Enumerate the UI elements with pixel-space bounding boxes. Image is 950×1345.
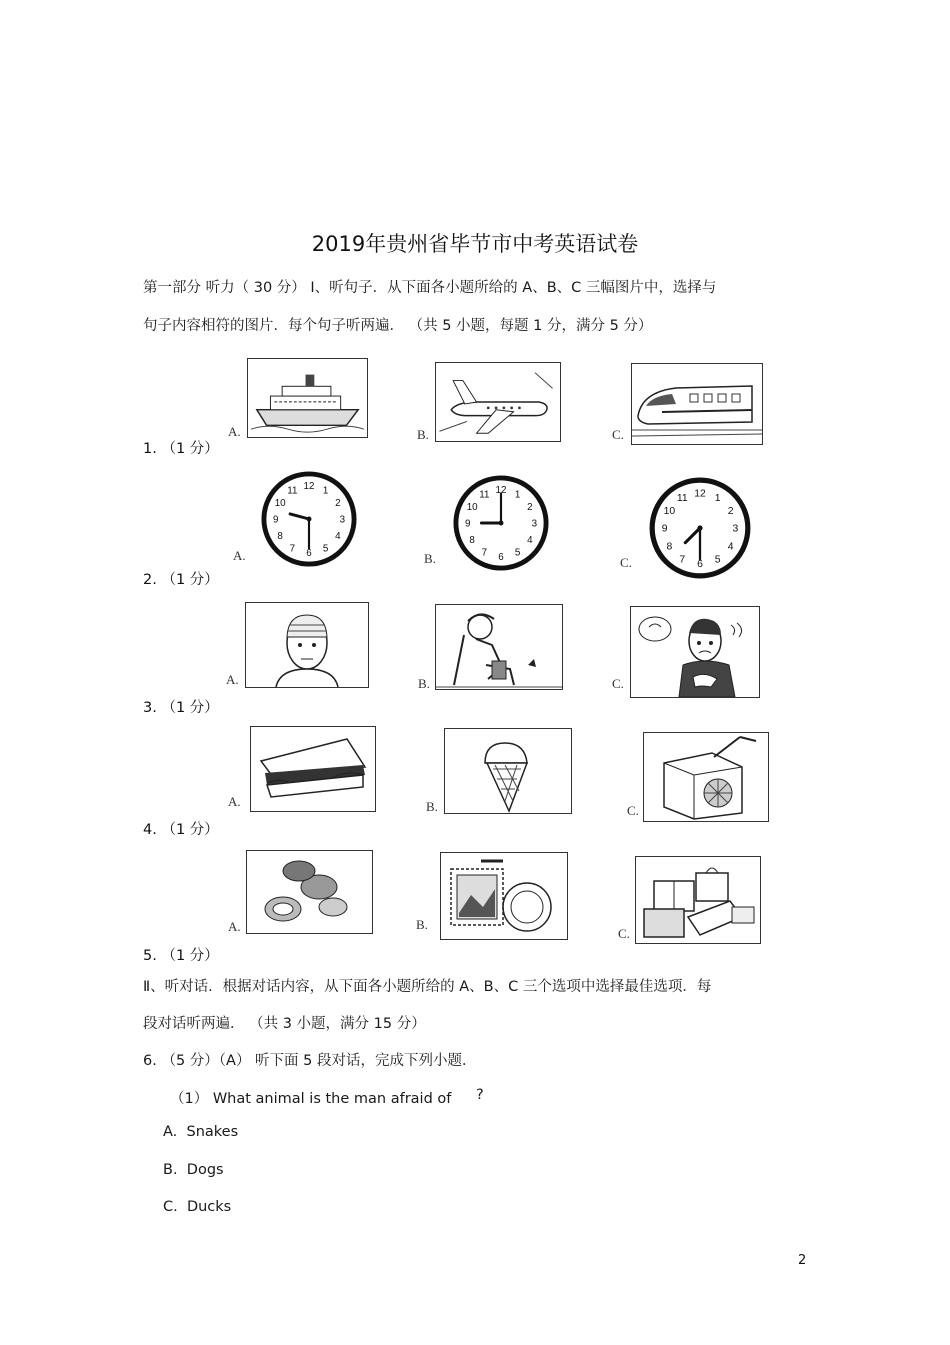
clock-center — [307, 517, 312, 522]
clock-number: 6 — [498, 551, 504, 563]
clock-number: 7 — [289, 543, 296, 555]
train-icon[interactable] — [631, 363, 763, 445]
clock-icon[interactable] — [648, 476, 752, 580]
clock-number: 2 — [727, 505, 734, 517]
clock-number: 11 — [479, 489, 490, 501]
clock-number: 12 — [694, 488, 706, 500]
clock-number: 9 — [661, 523, 668, 535]
q5-option-c: C. — [618, 926, 630, 941]
clock-number: 11 — [287, 485, 298, 497]
gifts-icon[interactable] — [635, 856, 761, 944]
clock-number: 7 — [481, 547, 488, 559]
injured-head-icon[interactable] — [245, 602, 369, 688]
clock-number: 1 — [714, 493, 721, 505]
part1-instruction-line2: 句子内容相符的图片．每个句子听两遍． （共 5 小题，每题 1 分，满分 5 分） — [143, 318, 653, 334]
clock-number: 5 — [514, 547, 521, 559]
sick-man-icon[interactable] — [630, 606, 760, 698]
page-number: 2 — [798, 1253, 807, 1268]
q1-option-a: A. — [228, 424, 241, 439]
q3-option-c: C. — [612, 676, 624, 691]
clock-number: 6 — [697, 559, 703, 570]
q1-option-b: B. — [417, 427, 429, 442]
choice-text: Ducks — [186, 1199, 232, 1215]
coins-icon[interactable] — [246, 850, 373, 934]
clock-number: 6 — [306, 547, 312, 559]
clock-number: 3 — [531, 518, 538, 530]
clock-number: 4 — [727, 541, 734, 553]
q6-choice-a[interactable] — [163, 1124, 238, 1140]
clock-number: 8 — [277, 531, 283, 543]
q3-option-a: A. — [226, 672, 239, 687]
question-2-label: 2. （1 分） — [143, 572, 219, 588]
question-6-label: 6. （5 分）（A） 听下面 5 段对话，完成下列小题． — [143, 1053, 477, 1069]
clock-number: 8 — [469, 535, 475, 547]
clock-number: 2 — [335, 497, 341, 509]
clock-center — [697, 525, 702, 530]
clock-number: 5 — [714, 554, 721, 566]
clock-number: 10 — [274, 497, 286, 509]
injured-leg-icon[interactable] — [435, 604, 563, 690]
choice-letter: C. — [163, 1199, 178, 1215]
q6-sub1-question: （1） What animal is the man afraid of — [170, 1091, 452, 1107]
q5-option-a: A. — [228, 919, 241, 934]
clock-number: 9 — [272, 514, 279, 526]
airplane-icon[interactable] — [435, 362, 561, 442]
clock-number: 1 — [322, 485, 329, 497]
question-3-label: 3. （1 分） — [143, 700, 219, 716]
question-1-label: 1. （1 分） — [143, 441, 219, 457]
part2-instruction-line2: 段对话听两遍． （共 3 小题，满分 15 分） — [143, 1016, 426, 1032]
clock-number: 11 — [676, 493, 688, 505]
choice-text: Snakes — [186, 1124, 239, 1140]
choice-text: Dogs — [186, 1162, 224, 1178]
choice-letter: A. — [163, 1124, 178, 1140]
q4-option-b: B. — [426, 799, 438, 814]
clock-number: 8 — [666, 541, 673, 553]
page-title: 2019年贵州省毕节市中考英语试卷 — [311, 232, 639, 256]
ice-cream-icon[interactable] — [444, 728, 572, 814]
q3-option-b: B. — [418, 676, 430, 691]
clock-number: 10 — [466, 501, 478, 513]
q2-option-a: A. — [233, 548, 246, 563]
q5-option-b: B. — [416, 917, 428, 932]
clock-number: 12 — [495, 485, 507, 497]
q4-option-a: A. — [228, 794, 241, 809]
clock-center — [499, 521, 504, 526]
clock-number: 12 — [303, 481, 315, 493]
clock-number: 4 — [335, 531, 341, 543]
part1-instruction-line1: 第一部分 听力（ 30 分） Ⅰ、听句子．从下面各小题所给的 A、B、C 三幅图片中，选择与 — [143, 280, 717, 296]
clock-number: 3 — [732, 523, 739, 535]
q2-option-c: C. — [620, 555, 632, 570]
stamps-icon[interactable] — [440, 852, 568, 940]
q2-option-b: B. — [424, 551, 436, 566]
clock-icon[interactable] — [260, 470, 358, 568]
clock-icon[interactable] — [452, 474, 550, 572]
clock-number: 3 — [339, 514, 346, 526]
clock-number: 10 — [663, 505, 676, 517]
clock-number: 9 — [464, 518, 471, 530]
q4-option-c: C. — [627, 803, 639, 818]
sandwich-icon[interactable] — [250, 726, 376, 812]
q6-sub1-mark: ? — [476, 1087, 484, 1103]
question-5-label: 5. （1 分） — [143, 948, 219, 964]
part2-instruction-line1: Ⅱ、听对话．根据对话内容，从下面各小题所给的 A、B、C 三个选项中选择最佳选项．每 — [143, 979, 712, 995]
clock-number: 7 — [679, 554, 686, 566]
juice-box-icon[interactable] — [643, 732, 769, 822]
clock-number: 2 — [527, 501, 533, 513]
clock-number: 1 — [514, 489, 521, 501]
q6-choice-b[interactable] — [163, 1162, 224, 1178]
clock-number: 5 — [322, 543, 329, 555]
choice-letter: B. — [163, 1162, 178, 1178]
q1-option-c: C. — [612, 427, 624, 442]
question-4-label: 4. （1 分） — [143, 822, 219, 838]
ship-icon[interactable] — [247, 358, 368, 438]
q6-choice-c[interactable] — [163, 1199, 231, 1215]
clock-number: 4 — [527, 535, 533, 547]
